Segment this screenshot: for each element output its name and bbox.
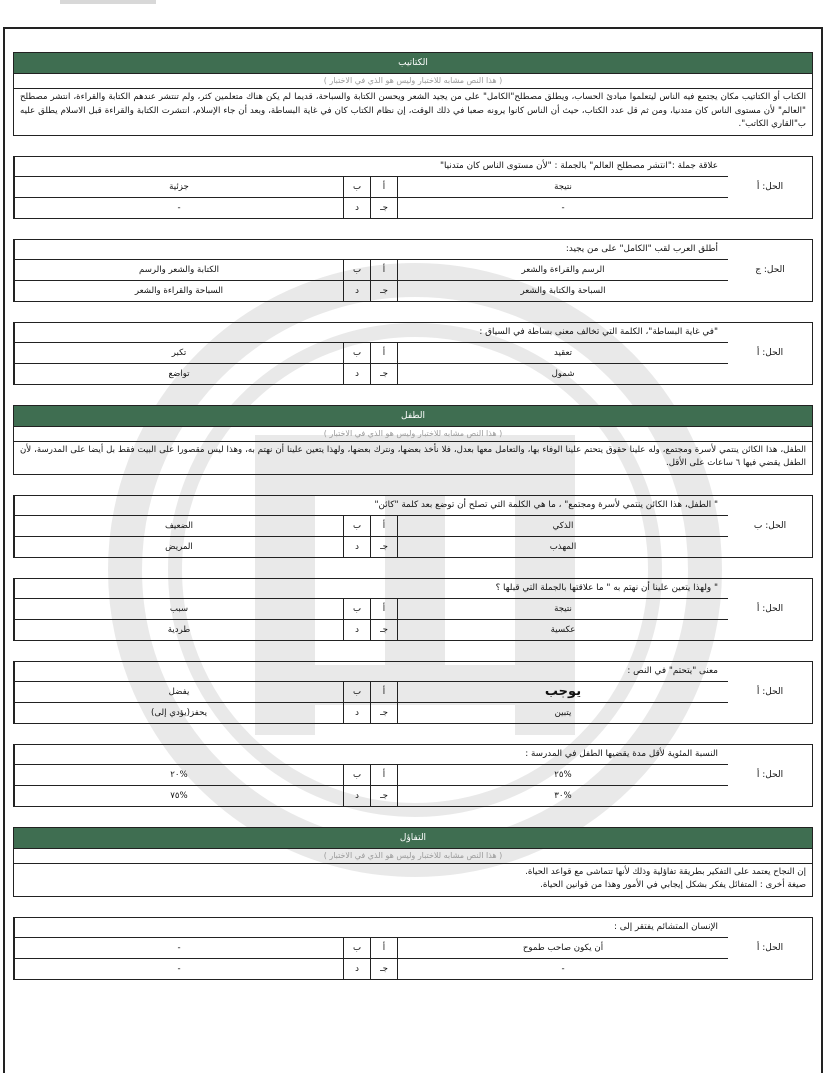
label-b: ب [343,599,370,619]
option-a[interactable]: %٢٥ [554,769,572,780]
options-row [15,260,728,280]
label-c: جـ [370,703,398,723]
label-d: د [343,198,370,218]
option-a[interactable]: نتيجة [554,603,572,614]
question-title: علاقة جملة :"انتشر مصطلح العالم" بالجملة : "لأن مستوى الناس كان متدنيا" [15,157,728,177]
option-c[interactable]: المهذب [549,541,577,552]
question-block [13,156,813,219]
label-d: د [343,537,370,557]
option-c[interactable]: شمول [551,368,575,379]
label-d: د [343,281,370,301]
section-note: ( هذا النص مشابه للاختبار وليس هو الذي في الاختبار ) [13,427,813,441]
question-main [14,745,728,806]
label-a: أ [370,260,398,280]
question-title: معنى "يتحتم" في النص : [15,662,728,682]
question-main [14,918,728,979]
options-row [15,197,728,218]
label-a: أ [370,177,398,197]
question-main [14,579,728,640]
options-row [15,536,728,557]
solution-label: الحل: أ [756,687,784,697]
option-d[interactable]: %٧٥ [170,790,188,801]
options-row [15,363,728,384]
question-block [13,744,813,807]
label-b: ب [343,765,370,785]
options-row [15,177,728,197]
option-c[interactable]: يتبين [554,707,572,718]
label-a: أ [370,938,398,958]
question-title: " ولهذا يتعين علينا أن نهتم به " ما علاقتها بالجملة التي قبلها ؟ [15,579,728,599]
label-c: جـ [370,281,398,301]
option-b[interactable]: جزئية [169,181,189,192]
passage-text: إن النجاح يعتمد على التفكير بطريقة تفاؤلية وذلك لأنها تتماشى مع قواعد الحياة. صيغة أخرى : المتفائل يفكر بشكل إيجابي في الأمور وهذا من قوانين الحياة. [13,863,813,897]
option-a[interactable]: الذكي [552,520,574,531]
question-title: النسبة المئوية لأقل مدة يقضيها الطفل في المدرسة : [15,745,728,765]
question-title: " الطفل، هذا الكائن ينتمي لأسرة ومجتمع" ، ما هي الكلمة التي تصلح أن توضع بعد كلمة "كائن" [15,496,728,516]
label-a: أ [370,682,398,702]
option-d[interactable]: طردية [167,624,191,635]
options-row [15,765,728,785]
section-optimism [13,827,813,980]
label-c: جـ [370,364,398,384]
solution-label: الحل: ج [755,265,785,275]
question-block [13,322,813,385]
options-row [15,516,728,536]
section-title: التفاؤل [13,827,813,849]
option-a[interactable]: تعقيد [554,347,572,358]
solution-label: الحل: أ [756,348,784,358]
label-d: د [343,786,370,806]
label-a: أ [370,516,398,536]
question-title: أطلق العرب لقب "الكامل" على من يجيد: [15,240,728,260]
option-b[interactable]: - [177,942,181,953]
option-c[interactable]: - [561,202,565,213]
label-b: ب [343,682,370,702]
label-d: د [343,620,370,640]
passage-text: الطفل، هذا الكائن ينتمي لأسرة ومجتمع، وله علينا حقوق يتحتم علينا الوفاء بها، والتعامل معها بعدل، فلا نأخذ بعضها، ونترك بعضها، ولهذا يتعين علينا أن نهتم به، وهذا ليس مقصورا على البيت فقط بل أيضا على المدرسة، لأن الطفل يقضي فيها ٦ ساعات على الأقل. [13,441,813,475]
option-d[interactable]: المريض [165,541,193,552]
section-title: الكتاتيب [13,52,813,74]
passage-text: الكتاب أو الكتاتيب مكان يجتمع فيه الناس ليتعلموا مبادئ الحساب، ويطلق مصطلح"الكامل" على من يجيد الشعر ويحسن الكتابة والسباحة، قديما لم يكن هناك متعلمين كثر، ولم تنتشر عندهم الكتابة والقراءة، انتشر مصطلح "العالم" لأن مستوى الناس كان متدنيا، ومن ثم قل عدد الكتاب، حيث أن الناس كانوا يرونه صعبا في ذلك الوقت، إن نظام الكتاب كان في غاية البساطة، وبعد أن جاء الإسلام، انتشرت الكتابة والقراءة قبل الاسلام يطلق عليه ب"القاري الكاتب". [13,88,813,136]
option-b[interactable]: %٢٠ [170,769,188,780]
label-b: ب [343,516,370,536]
options-row [15,343,728,363]
label-c: جـ [370,786,398,806]
option-a[interactable]: نتيجة [554,181,572,192]
options-row [15,958,728,979]
question-main [14,662,728,723]
solution-label: الحل: أ [756,182,784,192]
question-title: "في غاية البساطة"، الكلمة التي تخالف معنى بساطة في السياق : [15,323,728,343]
question-main [14,323,728,384]
question-block [13,495,813,558]
options-row [15,619,728,640]
option-a[interactable]: الرسم والقراءة والشعر [521,264,605,275]
section-note: ( هذا النص مشابه للاختبار وليس هو الذي في الاختبار ) [13,849,813,863]
solution-label: الحل: أ [756,604,784,614]
option-d[interactable]: يحفز(يؤدي إلى) [150,707,208,718]
label-b: ب [343,343,370,363]
section-note: ( هذا النص مشابه للاختبار وليس هو الذي في الاختبار ) [13,74,813,88]
option-b[interactable]: سبب [169,603,189,614]
top-bar-remnant [60,0,156,4]
question-main [14,496,728,557]
options-row [15,280,728,301]
label-d: د [343,959,370,979]
option-a[interactable]: أن يكون صاحب طموح [522,942,604,953]
label-c: جـ [370,198,398,218]
question-main [14,240,728,301]
label-d: د [343,364,370,384]
solution-label: الحل: أ [756,943,784,953]
label-c: جـ [370,537,398,557]
options-row [15,682,728,702]
label-d: د [343,703,370,723]
question-block [13,578,813,641]
section-child [13,405,813,807]
question-main [14,157,728,218]
option-b[interactable]: الكتابة والشعر والرسم [139,264,219,275]
options-row [15,702,728,723]
exam-page [13,52,813,980]
option-d[interactable]: - [177,963,181,974]
label-a: أ [370,343,398,363]
options-row [15,785,728,806]
question-block [13,239,813,302]
label-c: جـ [370,620,398,640]
label-b: ب [343,177,370,197]
options-row [15,599,728,619]
option-b[interactable]: تكبر [171,347,187,358]
option-c[interactable]: - [561,963,565,974]
label-b: ب [343,938,370,958]
option-d[interactable]: تواضع [168,368,190,379]
option-b[interactable]: يفضل [168,686,190,697]
label-c: جـ [370,959,398,979]
section-kuttab [13,52,813,385]
option-d[interactable]: - [177,202,181,213]
option-c[interactable]: عكسية [550,624,576,635]
label-a: أ [370,599,398,619]
solution-label: الحل: أ [756,770,784,780]
option-d[interactable]: السباحة والقراءة والشعر [134,285,224,296]
question-block [13,661,813,724]
option-a[interactable]: يوجب [544,683,582,699]
label-b: ب [343,260,370,280]
label-a: أ [370,765,398,785]
option-c[interactable]: %٣٠ [554,790,572,801]
option-c[interactable]: السباحة والكتابة والشعر [520,285,606,296]
option-b[interactable]: الضعيف [164,520,194,531]
section-title: الطفل [13,405,813,427]
question-block [13,917,813,980]
options-row [15,938,728,958]
solution-label: الحل: ب [753,521,787,531]
question-title: الإنسان المتشائم يفتقر إلى : [15,918,728,938]
